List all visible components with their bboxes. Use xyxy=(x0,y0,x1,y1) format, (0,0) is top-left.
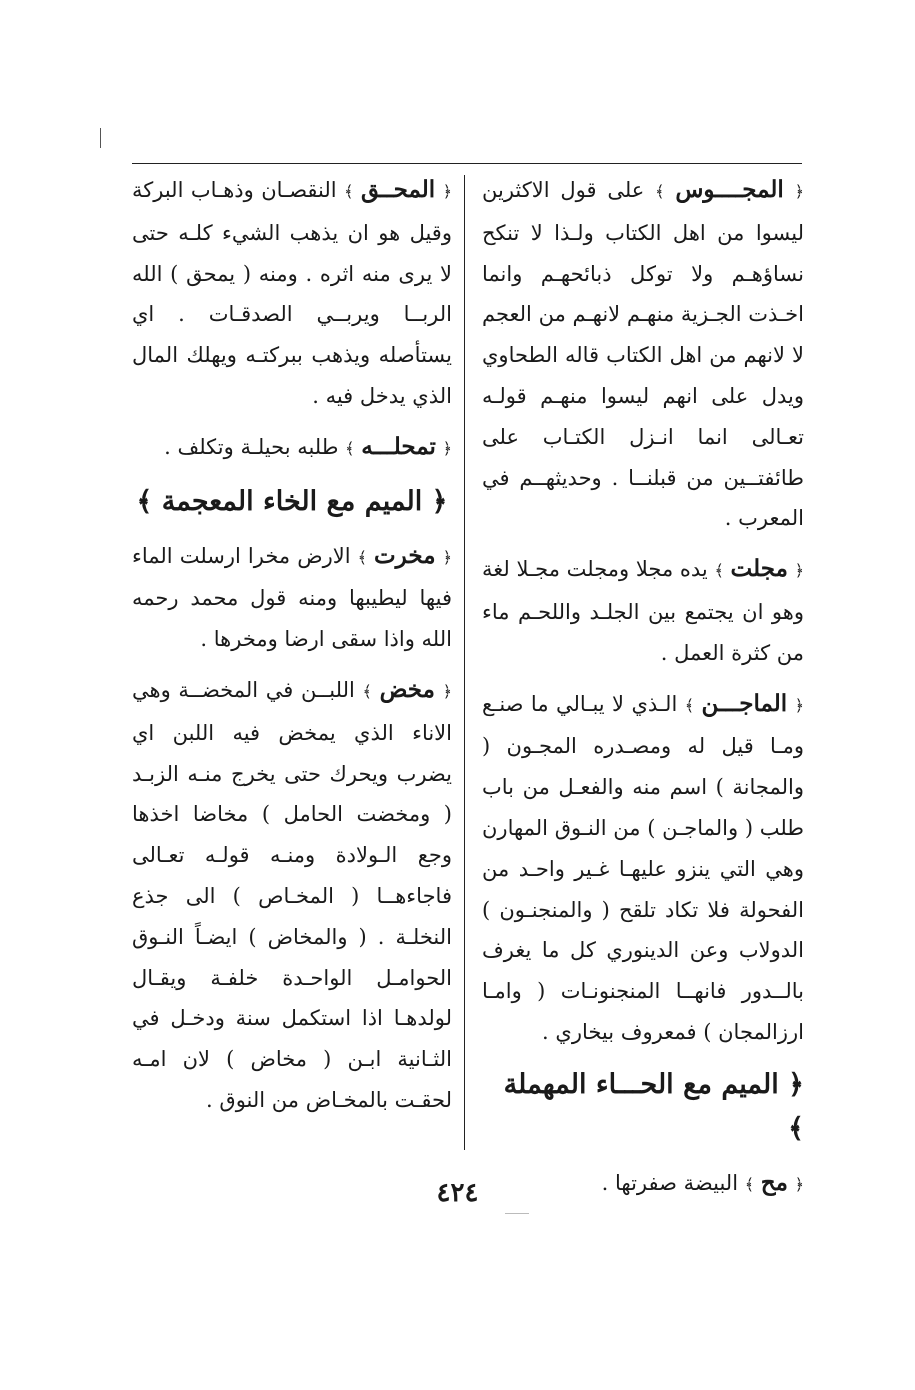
ornate-bracket-open: ﴿ xyxy=(442,182,453,201)
entry-definition: الـذي لا يبـالي ما صنـع ومـا قيل له ومصـدره المجـون ( والمجانة ) اسم منه والفعـل من باب طلب ( والماجـن ) من النـوق المهارن وهي التي ينزو عليهـا غـير واحـد من الفحولة فلا تكاد تلقح ( والمنجنـون ) الدولاب وعن الدينوري كل ما يغرف بالــدور فانهــا المنجنونـات ( وامـا ارزالمجان ) فمعروف بيخاري . xyxy=(482,691,804,1044)
ornate-bracket-open: ﴿ xyxy=(442,681,452,701)
ornate-bracket-close: ﴾ xyxy=(362,681,372,701)
entry-definition: طلبه بحيلـة وتكلف . xyxy=(164,434,346,459)
ornate-bracket-open: ﴿ xyxy=(442,438,452,458)
entry-definition: النقصـان وذهـاب البركة وقيل هو ان يذهب الشيء كلـه حتى لا يرى منه اثره . ومنه ( يمحق ) الله الربــا ويربــي الصدقـات . اي يستأصله ويذهب ببركتـه ويهلك المال الذي يدخل فيه . xyxy=(132,178,452,408)
dictionary-entry xyxy=(482,170,804,539)
ornate-bracket-close: ﴾ xyxy=(655,182,665,201)
section-heading: ﴿ الميم مع الحـــاء المهملة ﴾ xyxy=(503,1068,804,1144)
entry-term: مجلت xyxy=(730,555,788,583)
entry-term: مح xyxy=(760,1168,788,1196)
footer-mark xyxy=(505,1213,529,1214)
entry-definition: البيضة صفرتها . xyxy=(601,1170,745,1195)
ornate-bracket-open: ﴿ xyxy=(442,547,452,567)
section-heading: ﴿ الميم مع الخاء المعجمة ﴾ xyxy=(136,485,448,517)
entry-term: المجــــوس xyxy=(675,176,784,203)
ornate-bracket-open: ﴿ xyxy=(794,561,804,581)
dictionary-entry xyxy=(132,536,452,660)
entry-term: تمحلـــه xyxy=(361,432,436,460)
entry-definition: الارض مخرا ارسلت الماء فيها ليطيبها ومنه قول محمد رحمه الله واذا سقى ارضا ومخرها . xyxy=(132,543,452,652)
ornate-bracket-close: ﴾ xyxy=(714,561,724,581)
margin-tick xyxy=(100,128,101,148)
entry-definition: على قول الاكثرين ليسوا من اهل الكتاب ولـذا لا تنكح نساؤهـم ولا توكل ذبائحهـم وانما اخـذت الجـزية منهـم لانهـم من العجم لا لانهم من اهل الكتاب قاله الطحاوي ويدل على انهم ليسوا منهـم قولـه تعـالى انما انـزل الكتـاب على طائفتــين من قبلنــا . وحديثهــم في المعرب . xyxy=(482,178,804,531)
ornate-bracket-close: ﴾ xyxy=(357,547,367,567)
entry-definition: يده مجلا ومجلت مجـلا لغة وهو ان يجتمع بين الجلـد واللحـم ماء من كثرة العمل . xyxy=(482,557,804,665)
ornate-bracket-close: ﴾ xyxy=(345,438,355,458)
column-divider xyxy=(464,175,465,1150)
ornate-bracket-open: ﴿ xyxy=(794,695,804,715)
left-column xyxy=(132,170,452,1131)
dictionary-entry xyxy=(132,670,452,1121)
right-column xyxy=(482,170,804,1216)
entry-term: المحــق xyxy=(360,176,436,203)
dictionary-entry xyxy=(482,549,804,673)
page-number: ٤٢٤ xyxy=(436,1178,479,1208)
ornate-bracket-close: ﴾ xyxy=(684,695,695,715)
ornate-bracket-open: ﴿ xyxy=(794,1174,804,1194)
header-rule xyxy=(132,163,802,164)
ornate-bracket-open: ﴿ xyxy=(794,182,804,201)
ornate-bracket-close: ﴾ xyxy=(744,1174,755,1194)
entry-term: الماجـــن xyxy=(701,689,788,717)
dictionary-entry xyxy=(132,170,452,417)
dictionary-entry xyxy=(132,427,452,470)
entry-term: مخرت xyxy=(374,541,436,569)
entry-definition: اللبــن في المخضــة وهي الاناء الذي يمخض فيه اللبن اي يضرب ويحرك حتى يخرج منـه الزبـد ( ومخضت الحامل ) مخاضا اخذها وجع الـولادة ومنـه قولـه تعـالى فاجاءهــا ( المخـاص ) الى جذع النخلـة . ( والمخاض ) ايضـاً النـوق الحوامـل الواحـدة خلفـة ويقـال لولدهـا اذا استكمل سنة ودخـل في الثـانية ابـن ( مخاض ) لان امـه لحقـت بالمخـاض من النوق . xyxy=(132,677,452,1112)
ornate-bracket-close: ﴾ xyxy=(344,182,354,201)
entry-term: مخض xyxy=(379,675,435,703)
dictionary-entry xyxy=(482,684,804,1053)
